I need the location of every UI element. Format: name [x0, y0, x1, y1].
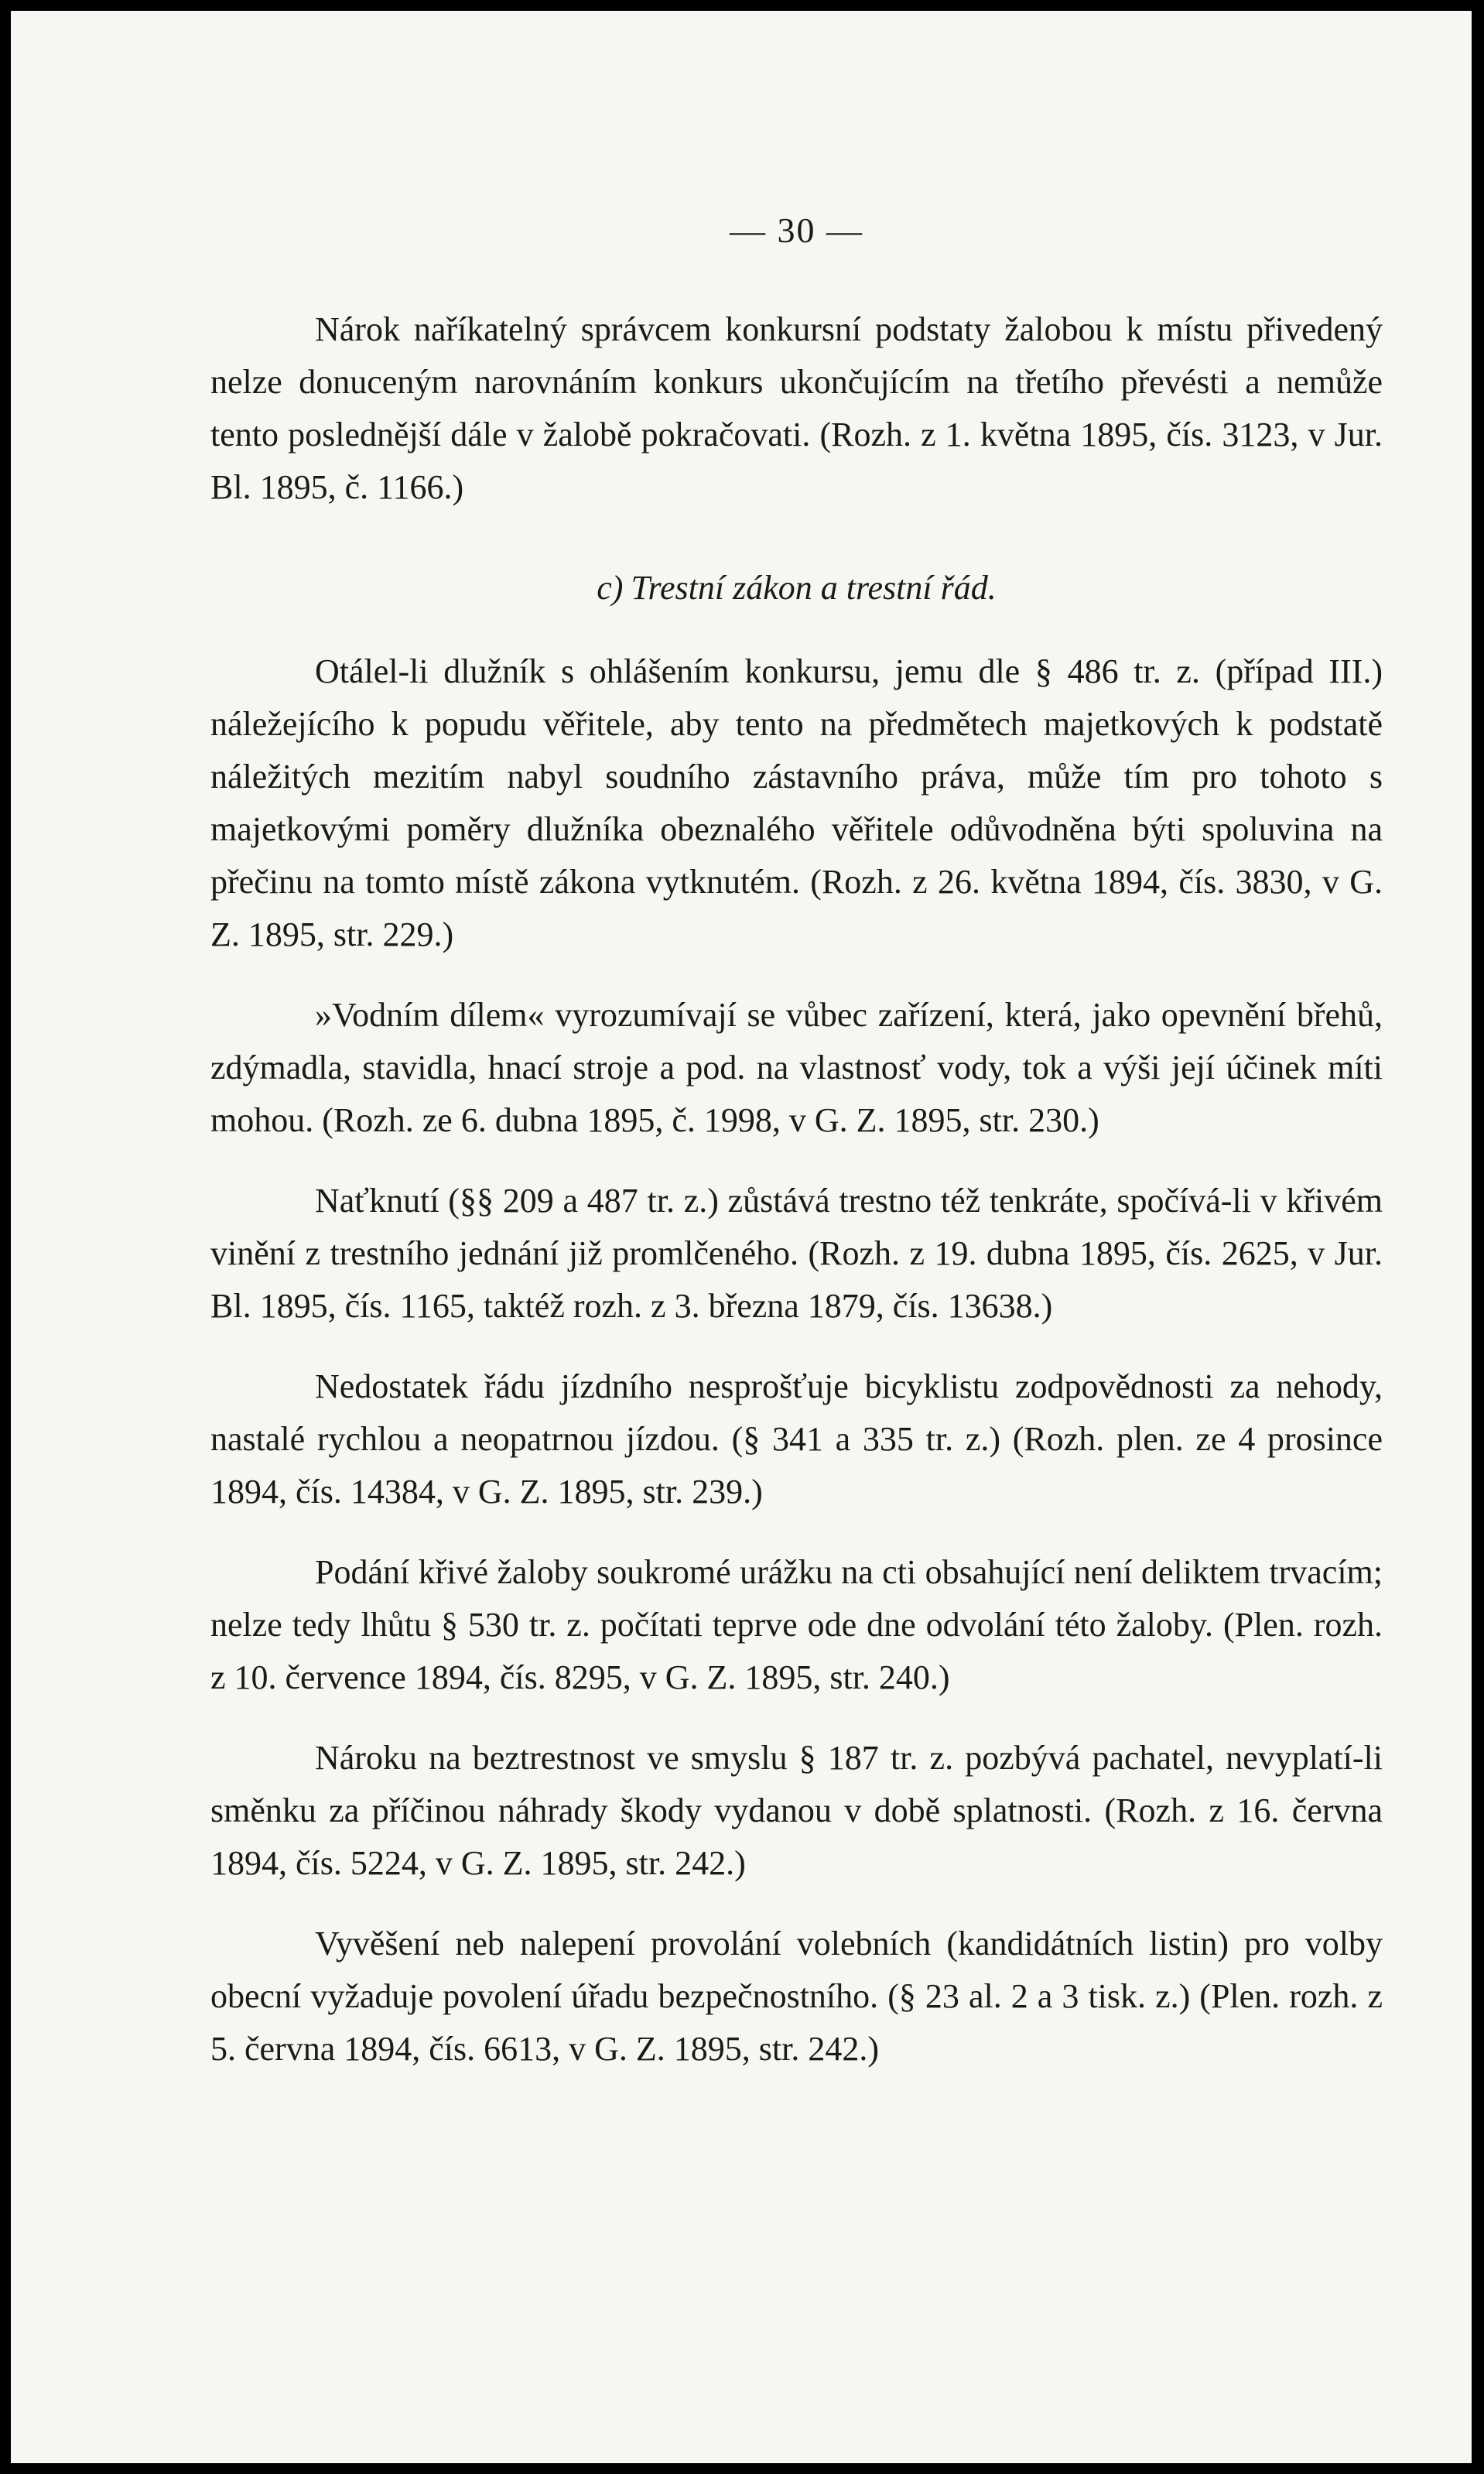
section-heading [210, 562, 1383, 614]
section-title: Trestní zákon a trestní řád. [631, 569, 997, 607]
paragraph-7: Nároku na beztrestnost ve smyslu § 187 tr. z. pozbývá pachatel, nevyplatí-li směnku za příčinou náhrady škody vydanou v době splatnosti. (Rozh. z 16. června 1894, čís. 5224, v G. Z. 1895, str. 242.) [210, 1739, 1383, 1882]
section-letter: c) [597, 569, 624, 607]
scanned-page [11, 11, 1472, 2463]
paragraph-4: Naťknutí (§§ 209 a 487 tr. z.) zůstává trestno též tenkráte, spočívá-li v křivém vinění z trestního jednání již promlčeného. (Rozh. z 19. dubna 1895, čís. 2625, v Jur. Bl. 1895, čís. 1165, taktéž rozh. z 3. března 1879, čís. 13638.) [210, 1182, 1383, 1325]
paragraph-2: Otálel-li dlužník s ohlášením konkursu, jemu dle § 486 tr. z. (případ III.) náležejícího k popudu věřitele, aby tento na předmětech majetkových k podstatě náležitých mezitím nabyl soudního zástavního práva, může tím pro tohoto s majetkovými poměry dlužníka obeznalého věřitele odůvodněna býti spoluvina na přečinu na tomto místě zákona vytknutém. (Rozh. z 26. května 1894, čís. 3830, v G. Z. 1895, str. 229.) [210, 652, 1383, 953]
paragraph-5: Nedostatek řádu jízdního nesprošťuje bicyklistu zodpovědnosti za nehody, nastalé rychlou a neopatrnou jízdou. (§ 341 a 335 tr. z.) (Rozh. plen. ze 4 prosince 1894, čís. 14384, v G. Z. 1895, str. 239.) [210, 1367, 1383, 1511]
paragraph-1: Nárok naříkatelný správcem konkursní podstaty žalobou k místu přivedený nelze donuceným narovnáním konkurs ukončujícím na třetího převésti a nemůže tento poslednější dále v žalobě pokračovati. (Rozh. z 1. května 1895, čís. 3123, v Jur. Bl. 1895, č. 1166.) [210, 310, 1383, 506]
paragraph-6: Podání křivé žaloby soukromé urážku na cti obsahující není deliktem trvacím; nelze tedy lhůtu § 530 tr. z. počítati teprve ode dne odvolání této žaloby. (Plen. rozh. z 10. července 1894, čís. 8295, v G. Z. 1895, str. 240.) [210, 1553, 1383, 1696]
paragraph-3: »Vodním dílem« vyrozumívají se vůbec zařízení, která, jako opevnění břehů, zdýmadla, stavidla, hnací stroje a pod. na vlastnosť vody, tok a výši její účinek míti mohou. (Rozh. ze 6. dubna 1895, č. 1998, v G. Z. 1895, str. 230.) [210, 996, 1383, 1139]
page-number: — 30 — [730, 210, 863, 250]
paragraph-8: Vyvěšení neb nalepení provolání volebních (kandidátních listin) pro volby obecní vyžaduje povolení úřadu bezpečnostního. (§ 23 al. 2 a 3 tisk. z.) (Plen. rozh. z 5. června 1894, čís. 6613, v G. Z. 1895, str. 242.) [210, 1925, 1383, 2068]
page-content [210, 204, 1383, 2103]
